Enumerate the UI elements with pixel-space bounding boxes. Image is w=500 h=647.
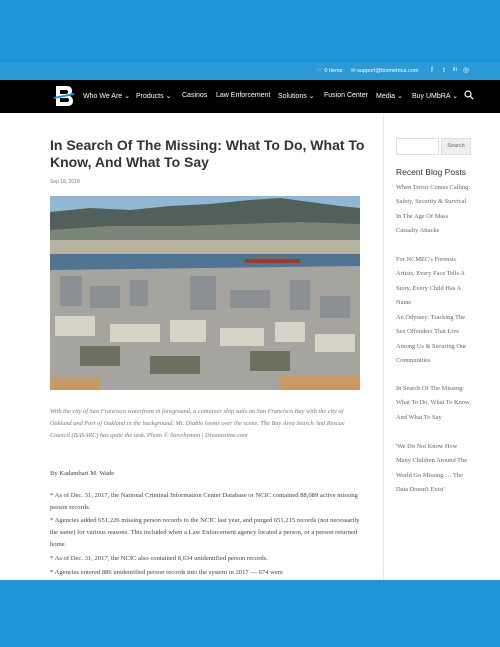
article-paragraph: * Agencies added 651,226 missing person records to the NCIC last year, and purged 651,215 records (not necessarily the same) for various reasons. This included when a Law Enforcement agency located a person, or a person returned home. bbox=[50, 517, 360, 548]
recent-post-link[interactable]: In Search Of The Missing: What To Do, What To Know, And What To Say bbox=[396, 385, 471, 421]
twitter-icon[interactable]: t bbox=[443, 67, 445, 74]
article-paragraph: * Agencies entered 886 unidentified person records into the system in 2017 — 674 were bbox=[50, 569, 283, 576]
top-utility-bar bbox=[0, 63, 500, 80]
cart-link[interactable]: 🛒 0 Items bbox=[316, 68, 343, 74]
article-hero-image bbox=[50, 196, 360, 390]
footer-background bbox=[0, 580, 500, 647]
email-address: support@biometrica.com bbox=[357, 68, 419, 74]
nav-item-casinos[interactable]: Casinos bbox=[182, 92, 208, 99]
recent-post-link[interactable]: An Odyssey: Tracking The Sex Offenders That Live Among Us & Securing Our Communities bbox=[396, 314, 467, 365]
nav-item-buy-umbra[interactable]: Buy UMbRA ⌄ bbox=[412, 93, 458, 100]
nav-item-media[interactable]: Media ⌄ bbox=[376, 93, 403, 100]
article-paragraph: * As of Dec. 31, 2017, the NCIC also contained 8,634 unidentified person records. bbox=[50, 555, 268, 562]
article-title: In Search Of The Missing: What To Do, What To Know, And What To Say bbox=[50, 137, 365, 170]
sidebar-search-input[interactable] bbox=[396, 138, 439, 155]
biometrica-logo-icon[interactable] bbox=[54, 85, 74, 107]
email-link[interactable]: ✉ support@biometrica.com bbox=[351, 68, 419, 74]
nav-item-products[interactable]: Products ⌄ bbox=[136, 93, 172, 100]
recent-posts-heading: Recent Blog Posts bbox=[396, 167, 466, 177]
recent-post-link[interactable]: When Terror Comes Calling: Safety, Security & Survival In The Age Of Mass Casualty Attacks bbox=[396, 184, 471, 235]
linkedin-icon[interactable]: in bbox=[452, 67, 458, 73]
sidebar-divider bbox=[383, 113, 384, 580]
nav-item-law-enforcement[interactable]: Law Enforcement bbox=[216, 92, 271, 99]
search-icon[interactable] bbox=[464, 90, 474, 100]
image-caption: With the city of San Francisco waterfront in foreground, a container ship sails on San Francisco Bay with the city of Oakland and Port of Oakland in the background. Mt. Diablo looms over the scene. The Bay Area Search And Rescue Council (BASARC) has quite the task. Photo © Stevehymon | Dreamstime.com bbox=[50, 408, 345, 439]
instagram-icon[interactable]: ◎ bbox=[462, 67, 470, 74]
sidebar-search-button[interactable]: Search bbox=[441, 138, 471, 155]
facebook-icon[interactable]: f bbox=[431, 67, 433, 74]
nav-item-who-we-are[interactable]: Who We Are ⌄ bbox=[83, 93, 130, 100]
recent-post-link[interactable]: For NCMEC's Forensic Artists, Every Face Tells A Story, Every Child Has A Name bbox=[396, 256, 465, 307]
nav-item-solutions[interactable]: Solutions ⌄ bbox=[278, 93, 315, 100]
nav-item-fusion-center[interactable]: Fusion Center bbox=[324, 92, 368, 99]
article-paragraph: * As of Dec. 31, 2017, the National Criminal Information Center Database or NCIC contained 88,089 active missing person records. bbox=[50, 492, 358, 511]
recent-post-link[interactable]: 'We Do Not Know How Many Children Around The World Go Missing … The Data Doesn't Exist' bbox=[396, 443, 468, 494]
main-navigation bbox=[0, 80, 500, 113]
cart-count: 0 Items bbox=[324, 68, 343, 74]
article-date: Sep 18, 2018 bbox=[50, 179, 80, 185]
article-byline: By Kadambari M. Wade bbox=[50, 470, 115, 477]
